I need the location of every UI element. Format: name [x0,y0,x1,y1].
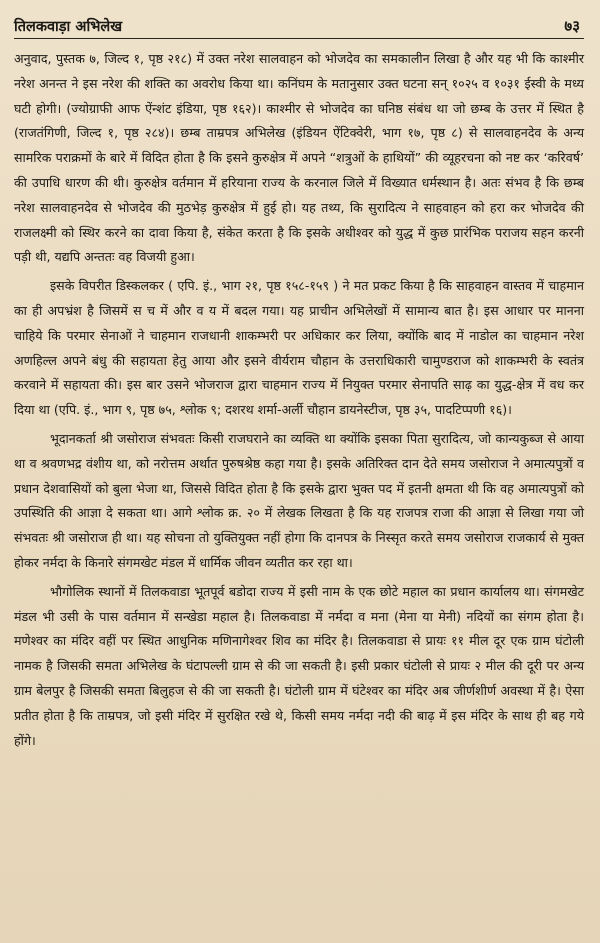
paragraph-1: अनुवाद, पुस्तक ७, जिल्द १, पृष्ठ २१८) में उक्त नरेश सालवाहन को भोजदेव का समकालीन लिखा है और यह भी कि काश्मीर नरेश अनन्त ने इस नरेश की शक्ति का अवरोध किया था। कनिंघम के मतानुसार उक्त घटना सन् १०२५ व १०३१ ईस्वी के मध्य घटी होगी। (ज्योग्राफी आफ ऐंन्शंट इंडिया, पृष्ठ १६२)। काश्मीर से भोजदेव का घनिष्ठ संबंध था जो छम्ब के उत्तर में स्थित है (राजतंगिणी, जिल्द १, पृष्ठ २८४)। छम्ब ताम्रपत्र अभिलेख (इंडियन ऐंटिक्वेरी, भाग १७, पृष्ठ ८) से सालवाहनदेव के अन्य सामरिक पराक्रमों के बारे में विदित होता है कि इसने कुरुक्षेत्र में अपने “शत्रुओं के हाथियों” की व्यूहरचना को नष्ट कर ‘करिवर्ष’ की उपाधि धारण की थी। कुरुक्षेत्र वर्तमान में हरियाना राज्य के करनाल जिले में विख्यात धर्मस्थान है। अतः संभव है कि छम्ब नरेश सालवाहनदेव से भोजदेव की मुठभेड़ कुरुक्षेत्र में हुई हो। यह तथ्य, कि सुरादित्य ने साहवाहन को हरा कर भोजदेव की राजलक्ष्मी को स्थिर करने का दावा किया है, संकेत करता है कि इसके अधीश्वर को युद्ध में कुछ प्रारंभिक पराजय सहन करनी पड़ी थी, यद्यपि अन्ततः वह विजयी हुआ। [14,51,584,265]
running-title: तिलकवाड़ा अभिलेख [14,19,123,35]
paragraph-3: भूदानकर्ता श्री जसोराज संभवतः किसी राजघराने का व्यक्ति था क्योंकि इसका पिता सुरादित्य, जो कान्यकुब्ज से आया था व श्रवणभद्र वंशीय था, को नरोत्तम अर्थात पुरुषश्रेष्ठ कहा गया है। इसके अतिरिक्त दान देते समय जसोराज ने अमात्यपुत्रों व प्रधान देशवासियों को बुला भेजा था, जिससे विदित होता है कि इसके द्वारा भुक्त पद में इतनी क्षमता थी कि वह अमात्यपुत्रों को उपस्थिति की आज्ञा दे सकता था। आगे श्लोक क्र. २० में लेखक लिखता है कि यह राजपत्र राजा की आज्ञा से लिखा गया जो संभवतः श्री जसोराज ही था। यह सोचना तो युक्तियुक्त नहीं होगा कि दानपत्र के निस्सृत करते समय जसोराज राजकार्य से मुक्त होकर नर्मदा के किनारे संगमखेट मंडल में धार्मिक जीवन व्यतीत कर रहा था। [14,430,584,570]
page-header [14,10,584,39]
paragraph-4: भौगोलिक स्थानों में तिलकवाडा भूतपूर्व बडोदा राज्य में इसी नाम के एक छोटे महाल का प्रधान कार्यालय था। संगमखेट मंडल भी उसी के पास वर्तमान में सन्खेडा महाल है। तिलकवाडा में नर्मदा व मना (मेना या मेनी) नदियों का संगम होता है। मणेश्वर का मंदिर वहीं पर स्थित आधुनिक मणिनागेश्वर शिव का मंदिर है। तिलकवाडा से प्रायः ११ मील दूर एक ग्राम घंटोली नामक है जिसकी समता अभिलेख के घंटापल्ली ग्राम से की जा सकती है। इसी प्रकार घंटोली से प्रायः २ मील की दूरी पर अन्य ग्राम बेलपुर है जिसकी समता बिलुहज से की जा सकती है। घंटोली ग्राम में घंटेश्वर का मंदिर अब जीर्णशीर्ण अवस्था में है। ऐसा प्रतीत होता है कि ताम्रपत्र, जो इसी मंदिर में सुरक्षित रखे थे, किसी समय नर्मदा नदी की बाढ़ में इस मंदिर के साथ ही बह गये होंगे। [14,583,584,748]
page-number: ७३ [564,17,580,35]
paragraph-2: इसके विपरीत डिस्कलकर ( एपि. इं., भाग २१, पृष्ठ १५८-१५९ ) ने मत प्रकट किया है कि साहवाहन वास्तव में चाहमान का ही अपभ्रंश है जिसमें स च में और व य में बदल गया। यह प्राचीन अभिलेखों में सामान्य बात है। इस आधार पर मानना चाहिये कि परमार सेनाओं ने चाहमान राजधानी शाकम्भरी पर अधिकार कर लिया, क्योंकि बाद में नाडोल का चाहमान नरेश अणहिल्ल अपने बंधु की सहायता हेतु आया और इसने वीर्यराम चौहान के उत्तराधिकारी चामुण्डराज को शाकम्भरी के स्वतंत्र करवाने में सहायता की। इस बार उसने भोजराज द्वारा चाहमान राज्य में नियुक्त परमार सेनापति साढ़ का युद्ध-क्षेत्र में वध कर दिया था (एपि. इं., भाग ९, पृष्ठ ७५, श्लोक ९; दशरथ शर्मा-अर्ली चौहान डायनेस्टीज, पृष्ठ ३५, पादटिप्पणी १६)। [14,278,584,418]
body-text [14,47,584,753]
